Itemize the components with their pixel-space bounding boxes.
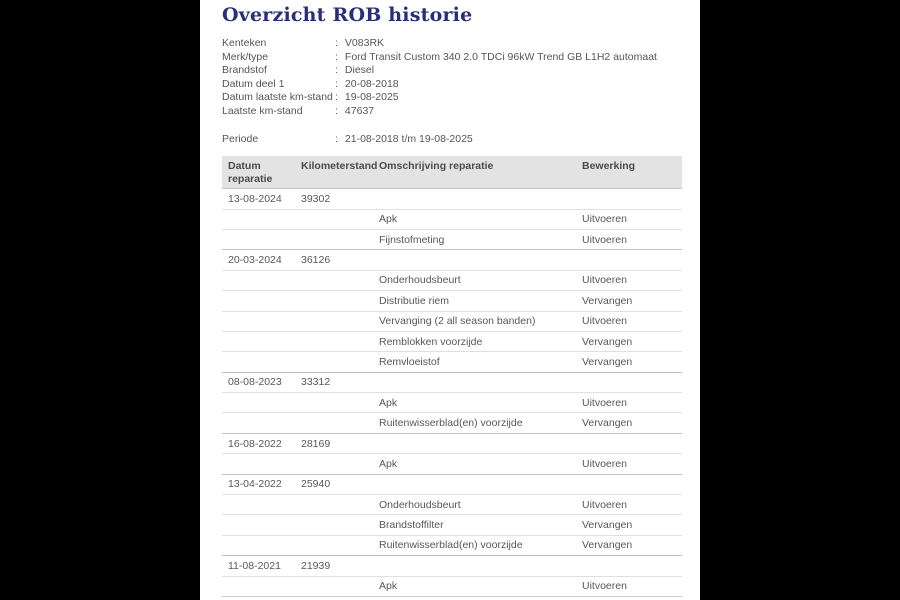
info-row bbox=[222, 51, 682, 65]
cell-omschrijving: Apk bbox=[379, 213, 398, 226]
document-page bbox=[200, 0, 700, 600]
column-header-kilometerstand: Kilometerstand bbox=[301, 160, 378, 173]
cell-omschrijving: Onderhoudsbeurt bbox=[379, 498, 461, 511]
table-row-date bbox=[222, 249, 682, 269]
periode-row bbox=[222, 133, 682, 147]
periode-colon: : bbox=[335, 132, 338, 145]
column-header-bewerking: Bewerking bbox=[582, 160, 636, 173]
table-row-item bbox=[222, 270, 682, 290]
cell-omschrijving: Distributie riem bbox=[379, 294, 450, 307]
cell-omschrijving: Brandstoffilter bbox=[379, 519, 444, 532]
info-colon: : bbox=[335, 91, 338, 104]
cell-bewerking: Vervangen bbox=[582, 417, 633, 430]
table-row-date bbox=[222, 433, 682, 453]
info-label: Merk/type bbox=[222, 50, 269, 63]
cell-kilometerstand: 33312 bbox=[301, 376, 331, 389]
cell-bewerking: Uitvoeren bbox=[582, 213, 627, 226]
info-row bbox=[222, 105, 682, 119]
cell-omschrijving: Onderhoudsbeurt bbox=[379, 274, 461, 287]
cell-datum: 20-03-2024 bbox=[228, 254, 282, 267]
cell-bewerking: Uitvoeren bbox=[582, 274, 627, 287]
table-header-row bbox=[222, 156, 682, 188]
info-colon: : bbox=[335, 64, 338, 77]
table-row-item bbox=[222, 576, 682, 596]
info-colon: : bbox=[335, 37, 338, 49]
cell-omschrijving: Fijnstofmeting bbox=[379, 233, 445, 246]
periode-value: 21-08-2018 t/m 19-08-2025 bbox=[344, 132, 473, 145]
cell-bewerking: Uitvoeren bbox=[582, 580, 627, 593]
cell-omschrijving: Apk bbox=[379, 580, 398, 593]
info-label: Laatste km-stand bbox=[222, 104, 303, 117]
info-label: Kenteken bbox=[222, 37, 267, 49]
info-value: V083RK bbox=[344, 37, 385, 49]
cell-omschrijving: Apk bbox=[379, 396, 398, 409]
table-row-item bbox=[222, 331, 682, 351]
info-value: 19-08-2025 bbox=[344, 91, 399, 104]
vehicle-info-block bbox=[222, 37, 682, 119]
info-row bbox=[222, 78, 682, 92]
info-row bbox=[222, 91, 682, 105]
cell-datum: 11-08-2021 bbox=[228, 559, 281, 572]
cell-bewerking: Uitvoeren bbox=[582, 315, 627, 328]
cell-datum: 13-04-2022 bbox=[228, 478, 282, 491]
cell-kilometerstand: 28169 bbox=[301, 437, 331, 450]
table-row-item bbox=[222, 209, 682, 229]
table-row-item bbox=[222, 290, 682, 310]
table-row-date bbox=[222, 555, 682, 575]
info-value: Diesel bbox=[344, 64, 375, 77]
info-label: Datum laatste km-stand bbox=[222, 91, 333, 104]
table-row-item bbox=[222, 412, 682, 432]
table-row-item bbox=[222, 535, 682, 555]
cell-kilometerstand: 21939 bbox=[301, 559, 331, 572]
table-row-date bbox=[222, 372, 682, 392]
table-row-date bbox=[222, 188, 682, 208]
cell-kilometerstand: 25940 bbox=[301, 478, 331, 491]
cell-bewerking: Uitvoeren bbox=[582, 457, 627, 470]
cell-kilometerstand: 39302 bbox=[301, 192, 331, 205]
info-colon: : bbox=[335, 77, 338, 90]
info-colon: : bbox=[335, 104, 338, 117]
info-row bbox=[222, 37, 682, 51]
cell-omschrijving: Ruitenwisserblad(en) voorzijde bbox=[379, 417, 523, 430]
cell-omschrijving: Ruitenwisserblad(en) voorzijde bbox=[379, 539, 523, 552]
info-value: 47637 bbox=[344, 104, 375, 117]
cell-omschrijving: Apk bbox=[379, 457, 398, 470]
cell-bewerking: Uitvoeren bbox=[582, 233, 627, 246]
cell-kilometerstand: 36126 bbox=[301, 254, 331, 267]
cell-bewerking: Vervangen bbox=[582, 519, 633, 532]
cell-bewerking: Vervangen bbox=[582, 539, 633, 552]
table-row-item bbox=[222, 229, 682, 249]
rob-history-table bbox=[222, 156, 682, 597]
table-row-item bbox=[222, 311, 682, 331]
table-body bbox=[222, 188, 682, 597]
cell-bewerking: Uitvoeren bbox=[582, 396, 627, 409]
table-row-item bbox=[222, 453, 682, 473]
info-label: Datum deel 1 bbox=[222, 77, 285, 90]
table-row-item bbox=[222, 392, 682, 412]
cell-bewerking: Vervangen bbox=[582, 294, 633, 307]
cell-bewerking: Uitvoeren bbox=[582, 498, 627, 511]
cell-omschrijving: Vervanging (2 all season banden) bbox=[379, 315, 536, 328]
cell-omschrijving: Remblokken voorzijde bbox=[379, 335, 483, 348]
info-label: Brandstof bbox=[222, 64, 267, 77]
table-row-item bbox=[222, 514, 682, 534]
info-value: Ford Transit Custom 340 2.0 TDCi 96kW Trend GB L1H2 automaat bbox=[344, 50, 657, 63]
table-row-item bbox=[222, 351, 682, 371]
cell-bewerking: Vervangen bbox=[582, 335, 633, 348]
table-row-date bbox=[222, 474, 682, 494]
info-value: 20-08-2018 bbox=[344, 77, 399, 90]
cell-omschrijving: Remvloeistof bbox=[379, 355, 440, 368]
column-header-omschrijving-reparatie: Omschrijving reparatie bbox=[379, 160, 494, 173]
cell-bewerking: Vervangen bbox=[582, 355, 633, 368]
periode-label: Periode bbox=[222, 132, 259, 145]
page-title: Overzicht ROB historie bbox=[222, 4, 473, 26]
column-header-datum-reparatie: Datum reparatie bbox=[228, 160, 273, 185]
cell-datum: 13-08-2024 bbox=[228, 192, 282, 205]
info-row bbox=[222, 64, 682, 78]
cell-datum: 16-08-2022 bbox=[228, 437, 282, 450]
table-row-item bbox=[222, 494, 682, 514]
info-colon: : bbox=[335, 50, 338, 63]
cell-datum: 08-08-2023 bbox=[228, 376, 282, 389]
